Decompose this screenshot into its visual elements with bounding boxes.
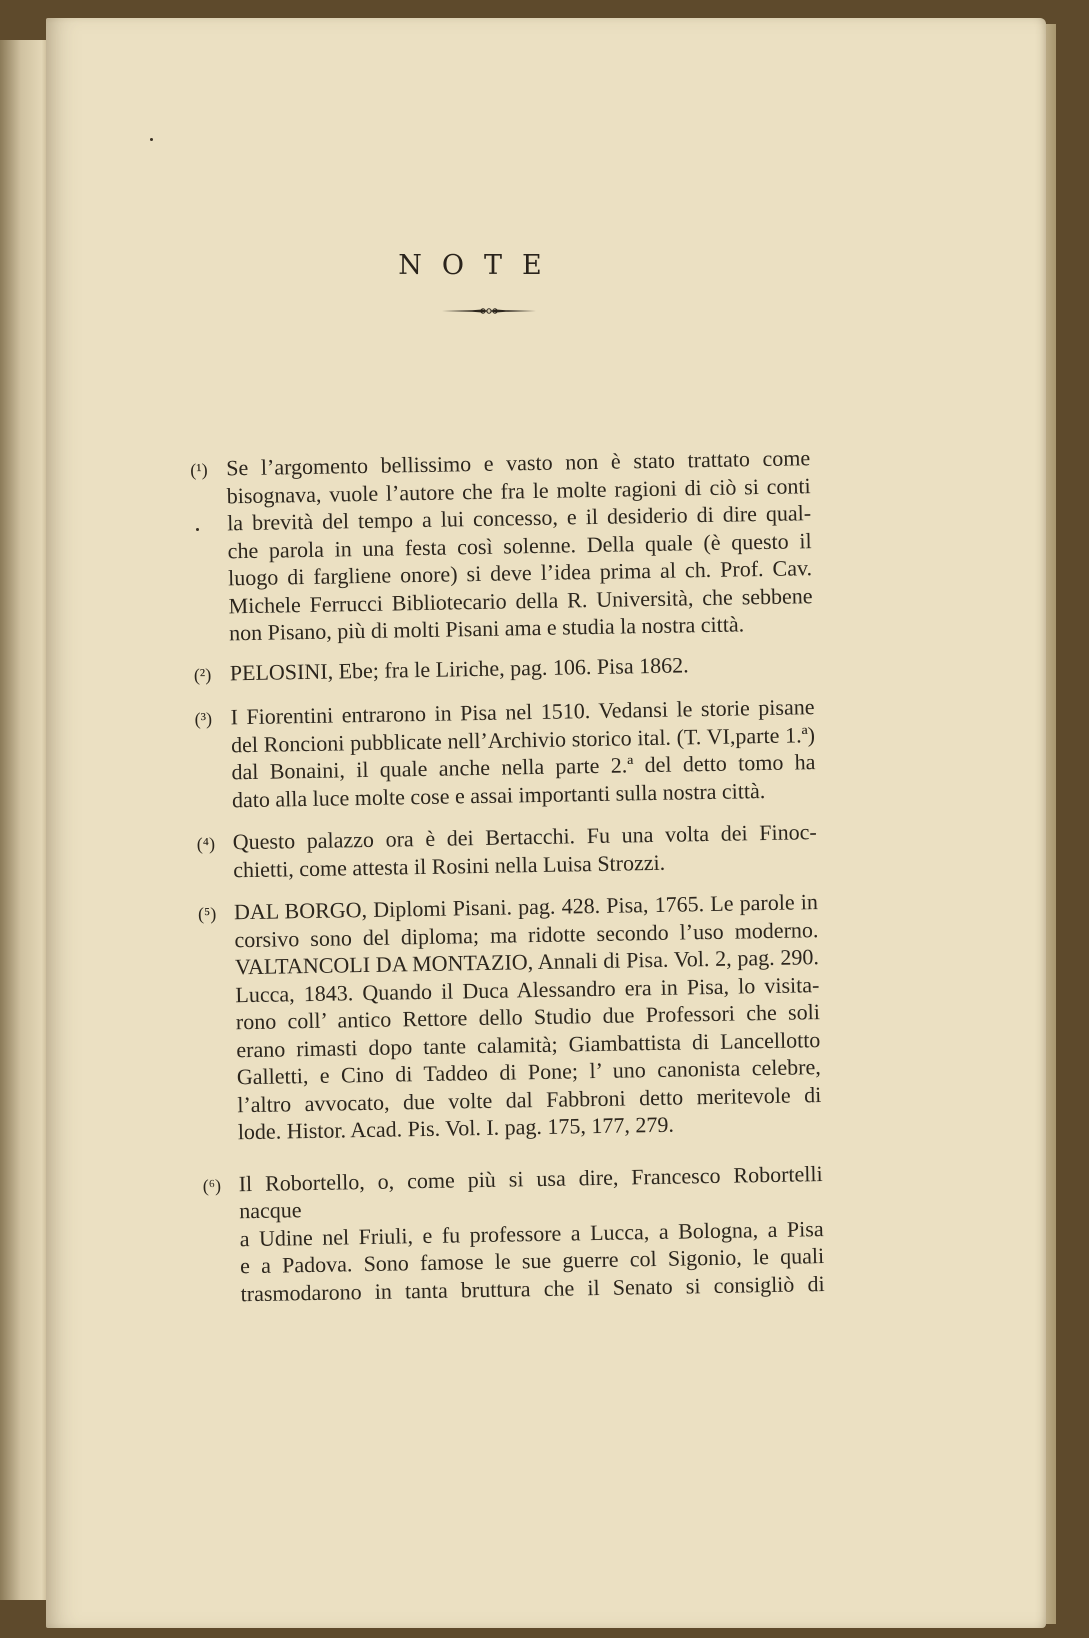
text-line: DAL BORGO, Diplomi Pisani. pag. 428. Pisa, 1765. Le parole in bbox=[233, 889, 819, 925]
text-line: l’altro avvocato, due volte dal Fabbroni detto meritevole di bbox=[237, 1081, 822, 1117]
text-line: non Pisano, più di molti Pisani ama e studia la nostra città. bbox=[228, 611, 745, 646]
text-line: lode. Histor. Acad. Pis. Vol. I. pag. 175, 177, 279. bbox=[237, 1111, 675, 1145]
text-line: Michele Ferrucci Bibliotecario della R. Università, che sebbene bbox=[228, 582, 813, 618]
text-line: Questo palazzo ora è dei Bertacchi. Fu una volta dei Finoc- bbox=[232, 819, 817, 855]
footnote-marker: (¹) bbox=[190, 459, 208, 480]
footnote-text bbox=[233, 818, 818, 883]
text-line: rono coll’ antico Rettore dello Studio due Professori che soli bbox=[235, 999, 821, 1035]
footnote-text bbox=[226, 444, 813, 647]
footnote-marker: (²) bbox=[193, 664, 212, 685]
text-line: corsivo sono del diploma; ma ridotte secondo l’uso moderno. bbox=[234, 916, 819, 952]
text-line: trasmodarono in tanta bruttura che il Senato si consigliò di bbox=[240, 1270, 825, 1306]
text-line: Se l’argomento bellissimo e vasto non è stato trattato come bbox=[226, 445, 811, 481]
text-line: VALTANCOLI DA MONTAZIO, Annali di Pisa. Vol. 2, pag. 290. bbox=[234, 944, 820, 980]
footnote-text bbox=[238, 1160, 824, 1308]
text-line: Galletti, e Cino di Taddeo di Pone; l’ uno canonista celebre, bbox=[236, 1054, 821, 1090]
title-ornament bbox=[442, 307, 536, 315]
text-line: a Udine nel Friuli, e fu professore a Lucca, a Bologna, a Pisa bbox=[239, 1215, 824, 1251]
footnote-3 bbox=[194, 693, 816, 814]
text-line: bisognava, vuole l’autore che fra le molte ragioni di ciò si conti bbox=[226, 472, 811, 508]
page-title: NOTE bbox=[398, 250, 562, 281]
text-line: dato alla luce molte cose e assai importanti sulla nostra città. bbox=[231, 777, 766, 812]
footnote-text bbox=[230, 649, 814, 689]
footnote-text bbox=[230, 693, 816, 813]
footnote-marker: (⁶) bbox=[202, 1175, 222, 1196]
footnote-text bbox=[234, 888, 822, 1146]
footnote-2 bbox=[194, 649, 814, 689]
text-line: e a Padova. Sono famose le sue guerre col Sigonio, le quali bbox=[239, 1243, 825, 1279]
text-line: che parola in una festa così solenne. Della quale (è questo il bbox=[227, 527, 812, 563]
text-line: PELOSINI, Ebe; fra le Liriche, pag. 106. Pisa 1862. bbox=[229, 651, 689, 685]
footnote-1 bbox=[190, 444, 813, 647]
footnote-5 bbox=[198, 888, 822, 1146]
footnote-marker: (⁵) bbox=[197, 903, 217, 924]
footnote-6 bbox=[202, 1160, 824, 1308]
footnote-marker: (³) bbox=[194, 708, 213, 729]
footnote-4 bbox=[197, 818, 818, 884]
footnote-marker: (⁴) bbox=[196, 833, 216, 854]
text-line: Il Robortello, o, come più si usa dire, Francesco Robortelli nacque bbox=[238, 1160, 823, 1224]
text-line: Lucca, 1843. Quando il Duca Alessandro era in Pisa, lo visita- bbox=[235, 971, 820, 1007]
text-line: del Roncioni pubblicate nell’Archivio storico ital. (T. VI,parte 1.ª) bbox=[230, 721, 816, 757]
text-line: I Fiorentini entrarono in Pisa nel 1510. Vedansi le storie pisane bbox=[230, 694, 815, 730]
text-line: luogo di fargliene onore) si deve l’idea prima al ch. Prof. Cav. bbox=[227, 555, 813, 591]
text-line: la brevità del tempo a lui concesso, e il desiderio di dire qual- bbox=[226, 500, 812, 536]
ink-speck bbox=[150, 138, 153, 141]
footnotes bbox=[190, 444, 825, 1308]
text-line: erano rimasti dopo tante calamità; Giambattista di Lancellotto bbox=[236, 1026, 821, 1062]
text-line: chietti, come attesta il Rosini nella Luisa Strozzi. bbox=[233, 849, 666, 882]
text-line: dal Bonaini, il quale anche nella parte 2.ª del detto tomo ha bbox=[231, 749, 816, 785]
